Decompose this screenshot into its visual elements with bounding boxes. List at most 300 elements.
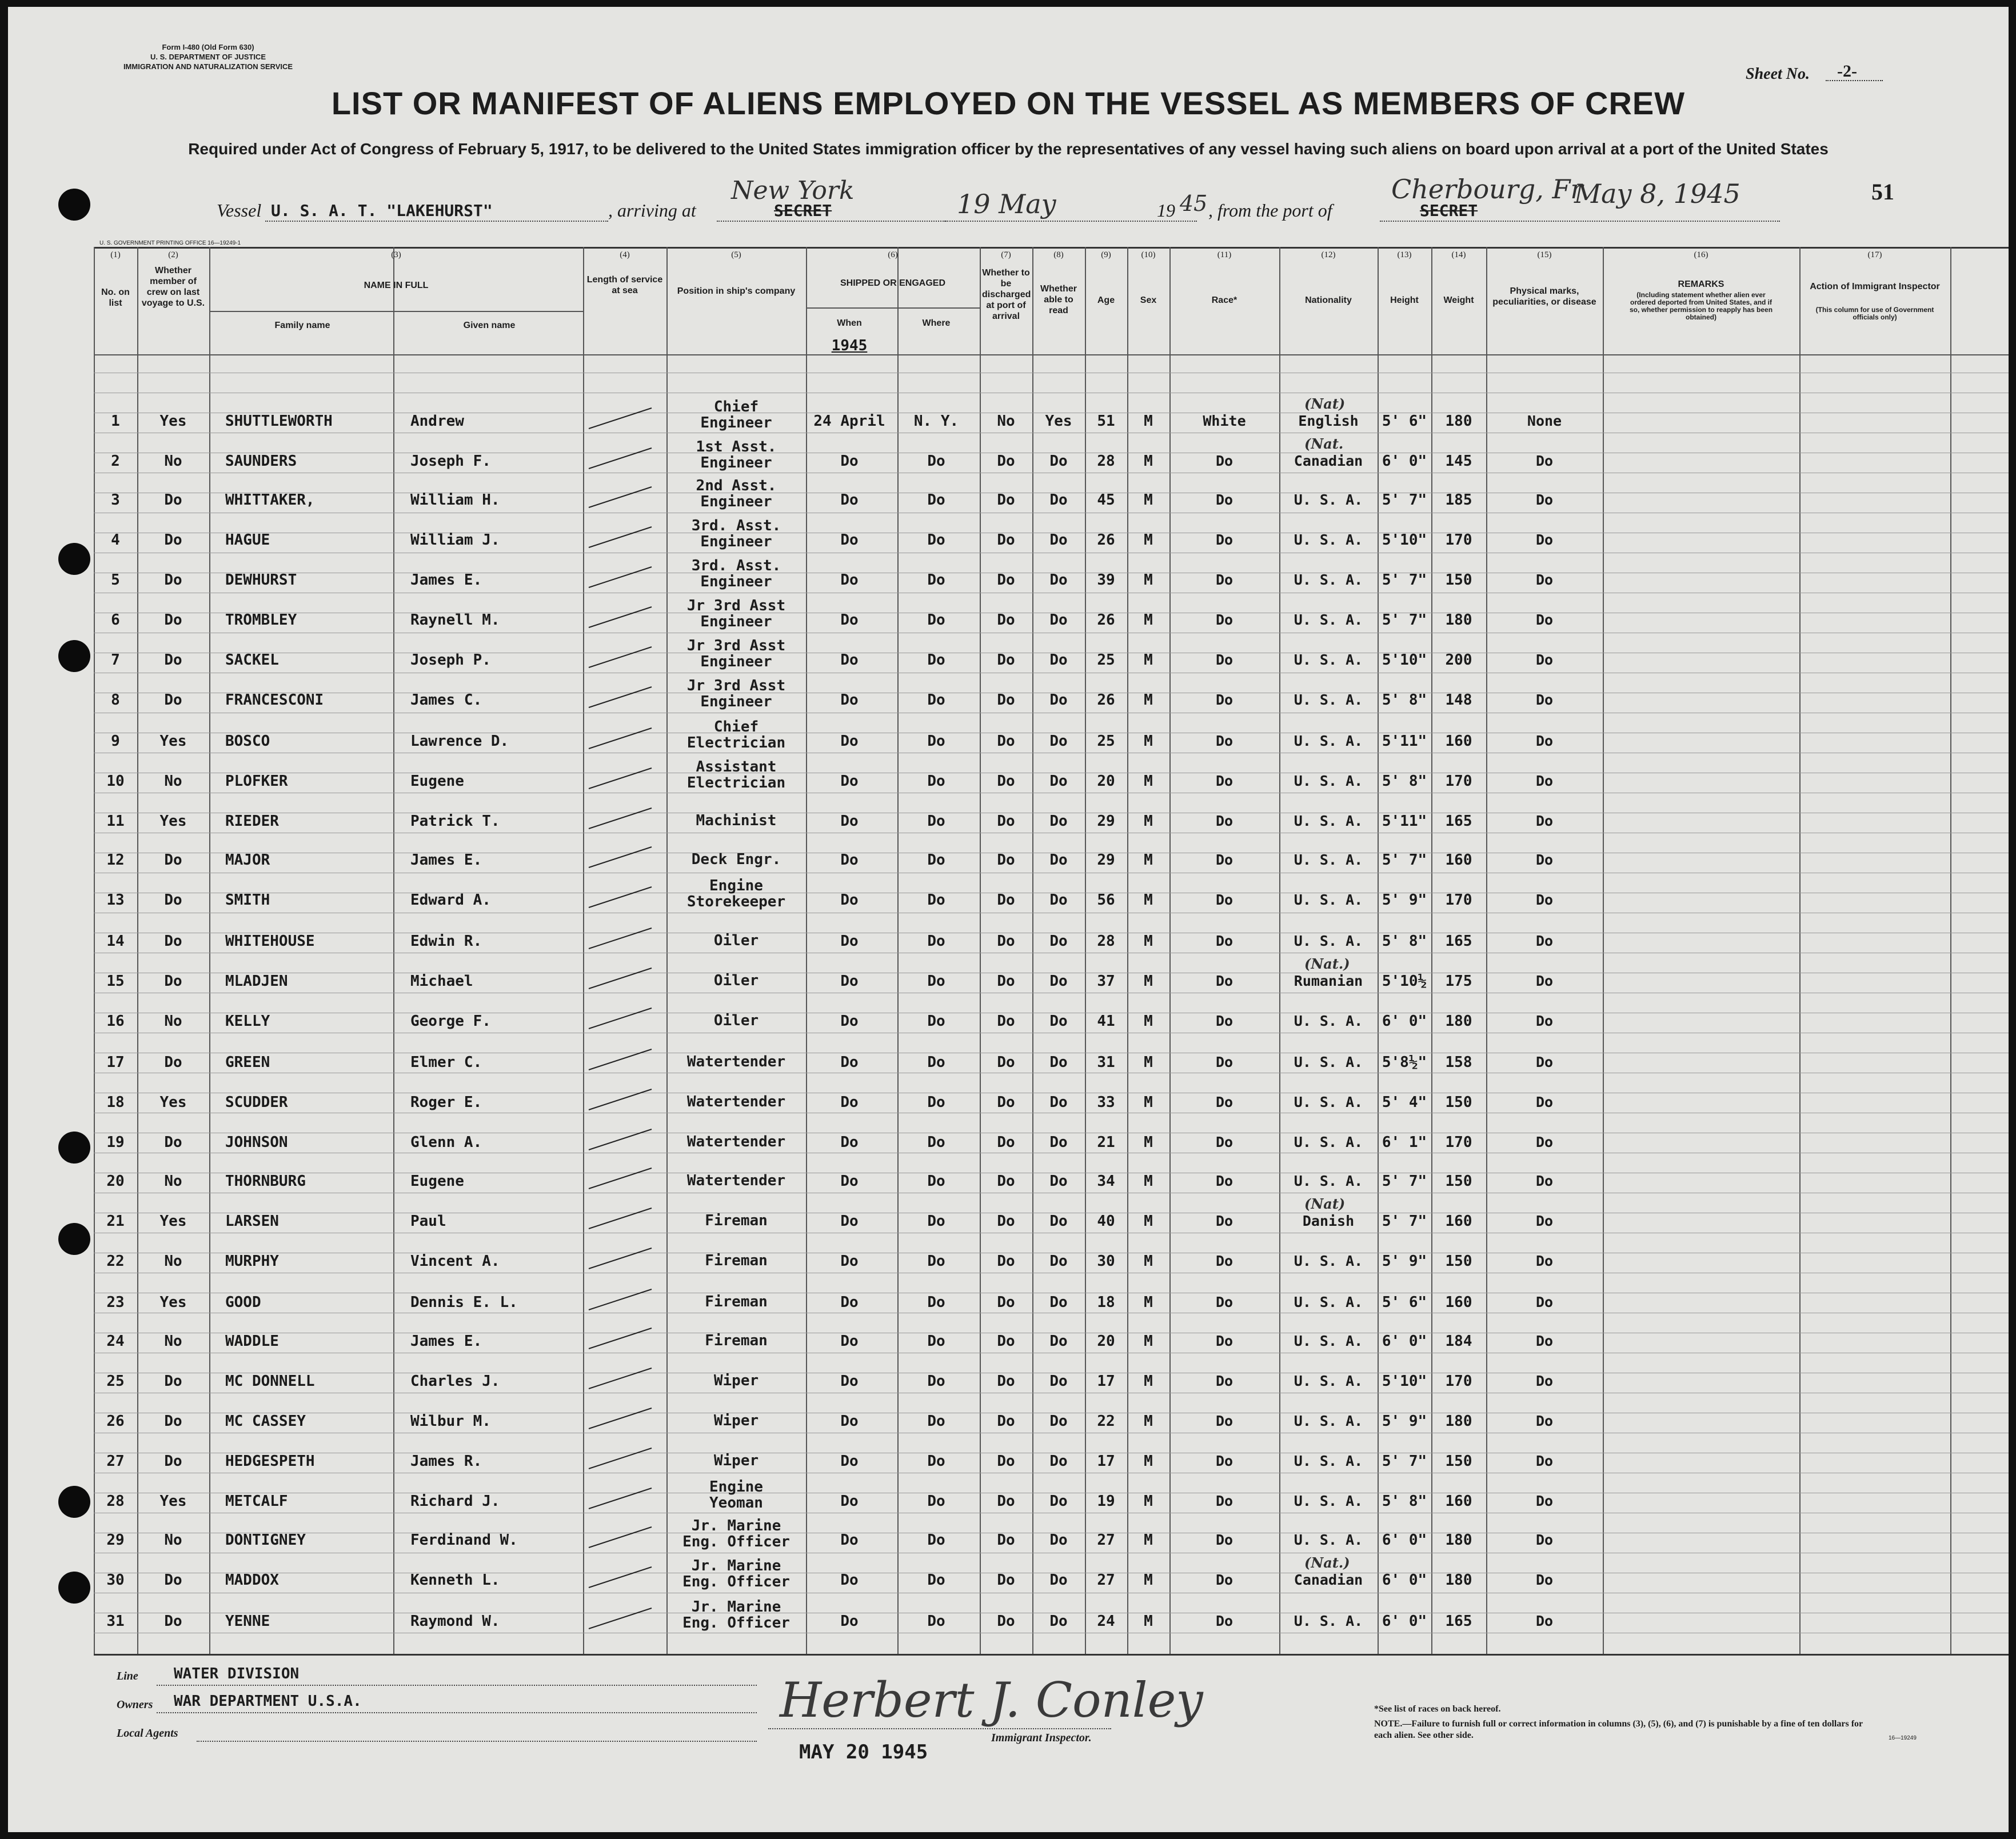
discharged-at-arrival: Do xyxy=(997,1413,1015,1430)
sex: M xyxy=(1144,813,1153,830)
col-race: Race* xyxy=(1211,295,1237,305)
family-name: MLADJEN xyxy=(225,973,288,990)
weight: 160 xyxy=(1445,851,1472,869)
position-in-ship: Chief Electrician xyxy=(686,718,786,751)
position-in-ship: Wiper xyxy=(713,1412,759,1429)
discharged-at-arrival: Do xyxy=(997,1373,1015,1390)
age: 28 xyxy=(1097,933,1115,950)
crew-member-last-voyage: Do xyxy=(164,1453,182,1470)
row-number: 21 xyxy=(106,1213,125,1230)
service-stroke xyxy=(589,487,652,507)
column-number: (13) xyxy=(1397,250,1412,259)
age: 33 xyxy=(1097,1094,1115,1111)
weight: 180 xyxy=(1445,1572,1472,1589)
given-name: Richard J. xyxy=(410,1493,500,1510)
discharged-at-arrival: Do xyxy=(997,851,1015,869)
weight: 150 xyxy=(1445,1173,1472,1190)
race: Do xyxy=(1215,651,1233,668)
given-name: Michael xyxy=(410,973,473,990)
shipped-where: Do xyxy=(927,891,945,909)
owners-rule xyxy=(157,1712,757,1713)
form-number: 16—19249 xyxy=(1889,1735,1917,1741)
discharged-at-arrival: Do xyxy=(997,651,1015,669)
weight: 170 xyxy=(1445,773,1472,790)
height: 6' 0" xyxy=(1382,1572,1427,1589)
shipped-when: Do xyxy=(840,531,859,549)
discharged-at-arrival: Do xyxy=(997,691,1015,709)
crew-member-last-voyage: No xyxy=(164,1532,182,1549)
height: 5' 8" xyxy=(1382,933,1427,950)
nationality: U. S. A. xyxy=(1294,691,1363,708)
row-number: 24 xyxy=(106,1333,125,1350)
shipped-where: Do xyxy=(927,1572,945,1589)
shipped-when: Do xyxy=(840,851,859,869)
given-name: George F. xyxy=(410,1013,491,1030)
physical-marks: Do xyxy=(1535,891,1554,908)
sex: M xyxy=(1144,1413,1153,1430)
physical-marks: Do xyxy=(1535,1613,1554,1629)
race: Do xyxy=(1215,571,1233,588)
height: 5' 4" xyxy=(1382,1094,1427,1111)
sheet-rule xyxy=(1826,80,1883,81)
discharged-at-arrival: Do xyxy=(997,1054,1015,1071)
position-in-ship: Watertender xyxy=(686,1172,786,1189)
nationality: U. S. A. xyxy=(1294,1493,1363,1509)
family-name: BOSCO xyxy=(225,733,270,750)
service-stroke xyxy=(589,408,652,429)
height: 6' 0" xyxy=(1382,1532,1427,1549)
column-number: (2) xyxy=(168,250,178,259)
position-in-ship: Jr. Marine Eng. Officer xyxy=(682,1517,790,1550)
race: Do xyxy=(1215,1253,1233,1269)
table-bottom-rule xyxy=(94,1654,2009,1656)
family-name: PLOFKER xyxy=(225,773,288,790)
service-stroke xyxy=(589,687,652,707)
row-number: 5 xyxy=(111,571,120,589)
discharged-at-arrival: Do xyxy=(997,1013,1015,1030)
race: Do xyxy=(1215,1453,1233,1469)
row-number: 29 xyxy=(106,1532,125,1549)
crew-member-last-voyage: Do xyxy=(164,491,182,509)
col-remarks: REMARKS xyxy=(1678,279,1724,289)
nationality: Rumanian xyxy=(1294,973,1363,989)
nationality: U. S. A. xyxy=(1294,1054,1363,1070)
sex: M xyxy=(1144,773,1153,790)
form-id-line: U. S. DEPARTMENT OF JUSTICE xyxy=(150,53,266,61)
able-to-read: Do xyxy=(1049,571,1068,589)
physical-marks: Do xyxy=(1535,1134,1554,1150)
height: 5'10½ xyxy=(1382,973,1427,990)
weight: 148 xyxy=(1445,691,1472,709)
shipped-when: Do xyxy=(840,571,859,589)
nationality: Danish xyxy=(1302,1213,1355,1229)
given-name: James C. xyxy=(410,691,482,709)
row-number: 6 xyxy=(111,611,120,629)
family-name: HEDGESPETH xyxy=(225,1453,315,1470)
race: Do xyxy=(1215,491,1233,508)
shipped-when: Do xyxy=(840,1333,859,1350)
row-number: 1 xyxy=(111,413,120,430)
shipped-where: Do xyxy=(927,1413,945,1430)
sex: M xyxy=(1144,571,1153,589)
able-to-read: Do xyxy=(1049,813,1068,830)
discharged-at-arrival: Do xyxy=(997,1493,1015,1510)
race: Do xyxy=(1215,733,1233,749)
discharged-at-arrival: Do xyxy=(997,571,1015,589)
shipped-where: Do xyxy=(927,1054,945,1071)
nationality: U. S. A. xyxy=(1294,531,1363,548)
failure-note: NOTE.—Failure to furnish full or correct information in columns (3), (5), (6), and (7) is punishable by a fine of ten dollars for each alien. See other side. xyxy=(1374,1719,1863,1740)
shipped-when: Do xyxy=(840,1213,859,1230)
service-stroke xyxy=(589,567,652,587)
family-name: JOHNSON xyxy=(225,1134,288,1151)
given-name: Joseph P. xyxy=(410,651,491,669)
age: 17 xyxy=(1097,1453,1115,1470)
given-name: James E. xyxy=(410,851,482,869)
family-name: SHUTTLEWORTH xyxy=(225,413,333,430)
able-to-read: Do xyxy=(1049,933,1068,950)
able-to-read: Do xyxy=(1049,691,1068,709)
naturalization-note: (Nat.) xyxy=(1304,956,1350,972)
shipped-when: 24 April xyxy=(813,413,885,430)
physical-marks: Do xyxy=(1535,851,1554,868)
weight: 185 xyxy=(1445,491,1472,509)
age: 17 xyxy=(1097,1373,1115,1390)
able-to-read: Do xyxy=(1049,1213,1068,1230)
race: Do xyxy=(1215,531,1233,548)
shipped-where: Do xyxy=(927,1134,945,1151)
service-stroke xyxy=(589,1368,652,1389)
family-name: GREEN xyxy=(225,1054,270,1071)
crew-member-last-voyage: No xyxy=(164,453,182,470)
age: 26 xyxy=(1097,531,1115,549)
height: 5'10" xyxy=(1382,1373,1427,1390)
physical-marks: None xyxy=(1527,413,1562,429)
service-stroke xyxy=(589,607,652,627)
sex: M xyxy=(1144,1572,1153,1589)
age: 26 xyxy=(1097,611,1115,629)
service-stroke xyxy=(589,1129,652,1150)
position-in-ship: Machinist xyxy=(696,812,777,829)
service-stroke xyxy=(589,647,652,667)
given-name: Joseph F. xyxy=(410,453,491,470)
weight: 170 xyxy=(1445,1373,1472,1390)
position-in-ship: Jr 3rd Asst Engineer xyxy=(686,597,786,630)
crew-member-last-voyage: No xyxy=(164,1173,182,1190)
departure-date-handwritten: May 8, 1945 xyxy=(1574,178,1740,209)
age: 37 xyxy=(1097,973,1115,990)
discharged-at-arrival: Do xyxy=(997,491,1015,509)
shipped-where: Do xyxy=(927,1613,945,1630)
row-number: 25 xyxy=(106,1373,125,1390)
race: Do xyxy=(1215,891,1233,908)
shipped-when: Do xyxy=(840,891,859,909)
given-name: Eugene xyxy=(410,773,464,790)
age: 41 xyxy=(1097,1013,1115,1030)
height: 6' 0" xyxy=(1382,1333,1427,1350)
weight: 180 xyxy=(1445,611,1472,629)
row-number: 22 xyxy=(106,1253,125,1270)
column-number: (5) xyxy=(731,250,741,259)
sex: M xyxy=(1144,491,1153,509)
given-name: Dennis E. L. xyxy=(410,1294,518,1311)
line-value: WATER DIVISION xyxy=(174,1665,300,1682)
age: 39 xyxy=(1097,571,1115,589)
vessel-rule xyxy=(265,221,608,222)
nationality: U. S. A. xyxy=(1294,1173,1363,1189)
discharged-at-arrival: Do xyxy=(997,891,1015,909)
height: 5'10" xyxy=(1382,531,1427,549)
row-number: 23 xyxy=(106,1294,125,1311)
race: Do xyxy=(1215,933,1233,949)
row-number: 26 xyxy=(106,1413,125,1430)
column-rule xyxy=(1950,247,1951,1654)
column-number: (9) xyxy=(1101,250,1111,259)
able-to-read: Do xyxy=(1049,1013,1068,1030)
row-number: 12 xyxy=(106,851,125,869)
position-in-ship: Oiler xyxy=(713,1012,759,1029)
sex: M xyxy=(1144,1493,1153,1510)
position-in-ship: Fireman xyxy=(705,1252,768,1269)
shipped-when: Do xyxy=(840,733,859,750)
sex: M xyxy=(1144,1094,1153,1111)
race: Do xyxy=(1215,813,1233,829)
family-name: DEWHURST xyxy=(225,571,297,589)
col-shipped-when: When xyxy=(837,318,862,328)
position-in-ship: Jr. Marine Eng. Officer xyxy=(682,1557,790,1590)
column-number: (17) xyxy=(1867,250,1882,259)
shipped-when: Do xyxy=(840,1413,859,1430)
family-name: MC DONNELL xyxy=(225,1373,315,1390)
shipped-where: Do xyxy=(927,651,945,669)
sex: M xyxy=(1144,531,1153,549)
nationality: U. S. A. xyxy=(1294,813,1363,829)
crew-member-last-voyage: Do xyxy=(164,531,182,549)
given-name: Vincent A. xyxy=(410,1253,500,1270)
position-in-ship: 3rd. Asst. Engineer xyxy=(691,557,781,590)
height: 5'10" xyxy=(1382,651,1427,669)
shipped-when: Do xyxy=(840,1054,859,1071)
family-name: WHITEHOUSE xyxy=(225,933,315,950)
shipped-where: Do xyxy=(927,611,945,629)
age: 27 xyxy=(1097,1532,1115,1549)
height: 5' 6" xyxy=(1382,413,1427,430)
given-name: Edwin R. xyxy=(410,933,482,950)
height: 5' 7" xyxy=(1382,491,1427,509)
given-name: Elmer C. xyxy=(410,1054,482,1071)
discharged-at-arrival: Do xyxy=(997,1333,1015,1350)
height: 5'11" xyxy=(1382,733,1427,750)
discharged-at-arrival: Do xyxy=(997,1134,1015,1151)
row-number: 8 xyxy=(111,691,120,709)
col-height: Height xyxy=(1390,295,1419,305)
discharged-at-arrival: Do xyxy=(997,1613,1015,1630)
shipped-where: Do xyxy=(927,1493,945,1510)
weight: 170 xyxy=(1445,891,1472,909)
crew-member-last-voyage: No xyxy=(164,1013,182,1030)
given-name: William H. xyxy=(410,491,500,509)
race: Do xyxy=(1215,1613,1233,1629)
service-stroke xyxy=(589,527,652,547)
sheet-number: -2- xyxy=(1837,62,1857,81)
shipped-where: Do xyxy=(927,1253,945,1270)
shipped-where: Do xyxy=(927,1173,945,1190)
given-name: James R. xyxy=(410,1453,482,1470)
position-in-ship: 3rd. Asst. Engineer xyxy=(691,517,781,550)
shipped-when: Do xyxy=(840,453,859,470)
sex: M xyxy=(1144,651,1153,669)
position-in-ship: Watertender xyxy=(686,1133,786,1150)
column-number: (10) xyxy=(1141,250,1156,259)
crew-member-last-voyage: Do xyxy=(164,1572,182,1589)
weight: 160 xyxy=(1445,1294,1472,1311)
nationality: U. S. A. xyxy=(1294,733,1363,749)
shipped-when: Do xyxy=(840,1532,859,1549)
position-in-ship: Jr 3rd Asst Engineer xyxy=(686,677,786,710)
service-stroke xyxy=(589,847,652,867)
sex: M xyxy=(1144,1453,1153,1470)
age: 30 xyxy=(1097,1253,1115,1270)
row-number: 9 xyxy=(111,733,120,750)
row-number: 11 xyxy=(106,813,125,830)
weight: 150 xyxy=(1445,1094,1472,1111)
weight: 180 xyxy=(1445,1413,1472,1430)
row-number: 20 xyxy=(106,1173,125,1190)
from-port-typed: SECRET xyxy=(1420,201,1478,220)
given-name: Glenn A. xyxy=(410,1134,482,1151)
given-name: Wilbur M. xyxy=(410,1413,491,1430)
crew-member-last-voyage: No xyxy=(164,1333,182,1350)
family-name: DONTIGNEY xyxy=(225,1532,306,1549)
shipped-where: Do xyxy=(927,813,945,830)
service-stroke xyxy=(589,887,652,907)
shipped-when: Do xyxy=(840,1253,859,1270)
arriving-label: , arriving at xyxy=(608,200,696,221)
shipped-when: Do xyxy=(840,1294,859,1311)
weight: 165 xyxy=(1445,1613,1472,1630)
service-stroke xyxy=(589,808,652,829)
able-to-read: Do xyxy=(1049,531,1068,549)
crew-member-last-voyage: Do xyxy=(164,1373,182,1390)
sex: M xyxy=(1144,1253,1153,1270)
position-in-ship: Deck Engr. xyxy=(691,851,781,868)
crew-member-last-voyage: Do xyxy=(164,891,182,909)
shipped-where: Do xyxy=(927,691,945,709)
physical-marks: Do xyxy=(1535,1373,1554,1389)
given-name: James E. xyxy=(410,571,482,589)
crew-member-last-voyage: Do xyxy=(164,611,182,629)
weight: 180 xyxy=(1445,413,1472,430)
nationality: U. S. A. xyxy=(1294,571,1363,588)
crew-member-last-voyage: Do xyxy=(164,1413,182,1430)
physical-marks: Do xyxy=(1535,1253,1554,1269)
shipped-when: Do xyxy=(840,691,859,709)
service-stroke xyxy=(589,1008,652,1029)
row-number: 17 xyxy=(106,1054,125,1071)
weight: 180 xyxy=(1445,1532,1472,1549)
physical-marks: Do xyxy=(1535,1453,1554,1469)
shipped-when: Do xyxy=(840,773,859,790)
crew-member-last-voyage: No xyxy=(164,1253,182,1270)
able-to-read: Do xyxy=(1049,1333,1068,1350)
height: 5' 9" xyxy=(1382,1253,1427,1270)
nationality: U. S. A. xyxy=(1294,611,1363,628)
able-to-read: Do xyxy=(1049,1294,1068,1311)
age: 18 xyxy=(1097,1294,1115,1311)
service-stroke xyxy=(589,1408,652,1429)
given-name: Lawrence D. xyxy=(410,733,509,750)
physical-marks: Do xyxy=(1535,531,1554,548)
service-stroke xyxy=(589,1488,652,1509)
discharged-at-arrival: Do xyxy=(997,933,1015,950)
col-member-last-voyage: Whether member of crew on last voyage to U.S. xyxy=(141,266,205,308)
crew-member-last-voyage: Do xyxy=(164,851,182,869)
shipped-where: N. Y. xyxy=(913,413,959,430)
age: 20 xyxy=(1097,773,1115,790)
crew-member-last-voyage: Yes xyxy=(159,1294,187,1311)
printing-office: U. S. GOVERNMENT PRINTING OFFICE 16—19249-1 xyxy=(99,240,241,246)
row-number: 4 xyxy=(111,531,120,549)
discharged-at-arrival: Do xyxy=(997,973,1015,990)
sex: M xyxy=(1144,973,1153,990)
shipped-when: Do xyxy=(840,1493,859,1510)
sex: M xyxy=(1144,733,1153,750)
given-name: Edward A. xyxy=(410,891,491,909)
service-stroke xyxy=(589,728,652,749)
column-number: (3) xyxy=(391,250,401,259)
race: Do xyxy=(1215,1213,1233,1229)
position-in-ship: 2nd Asst. Engineer xyxy=(696,477,777,510)
able-to-read: Yes xyxy=(1045,413,1072,430)
weight: 150 xyxy=(1445,1253,1472,1270)
shipped-when: Do xyxy=(840,1173,859,1190)
crew-member-last-voyage: Yes xyxy=(159,813,187,830)
sex: M xyxy=(1144,1134,1153,1151)
height: 5' 7" xyxy=(1382,851,1427,869)
line-label: Line xyxy=(117,1670,138,1682)
physical-marks: Do xyxy=(1535,1493,1554,1509)
race: Do xyxy=(1215,611,1233,628)
column-number: (1) xyxy=(110,250,121,259)
able-to-read: Do xyxy=(1049,1453,1068,1470)
crew-member-last-voyage: Yes xyxy=(159,413,187,430)
family-name: RIEDER xyxy=(225,813,279,830)
row-number: 16 xyxy=(106,1013,125,1030)
given-name: Ferdinand W. xyxy=(410,1532,518,1549)
position-in-ship: Engine Yeoman xyxy=(709,1478,763,1512)
weight: 158 xyxy=(1445,1054,1472,1071)
shipped-where: Do xyxy=(927,1294,945,1311)
able-to-read: Do xyxy=(1049,1054,1068,1071)
date-stamp: MAY 20 1945 xyxy=(799,1741,928,1764)
crew-member-last-voyage: Yes xyxy=(159,1094,187,1111)
col-shipped-where: Where xyxy=(922,318,951,328)
sex: M xyxy=(1144,1613,1153,1630)
physical-marks: Do xyxy=(1535,1054,1554,1070)
able-to-read: Do xyxy=(1049,773,1068,790)
col-no-on-list: No. on list xyxy=(101,287,130,308)
able-to-read: Do xyxy=(1049,1094,1068,1111)
height: 6' 0" xyxy=(1382,1613,1427,1630)
local-agents-label: Local Agents xyxy=(117,1727,178,1740)
service-stroke xyxy=(589,1567,652,1588)
row-number: 28 xyxy=(106,1493,125,1510)
able-to-read: Do xyxy=(1049,973,1068,990)
family-name: FRANCESCONI xyxy=(225,691,324,709)
shipped-where: Do xyxy=(927,491,945,509)
service-stroke xyxy=(589,1527,652,1548)
position-in-ship: 1st Asst. Engineer xyxy=(696,438,777,471)
